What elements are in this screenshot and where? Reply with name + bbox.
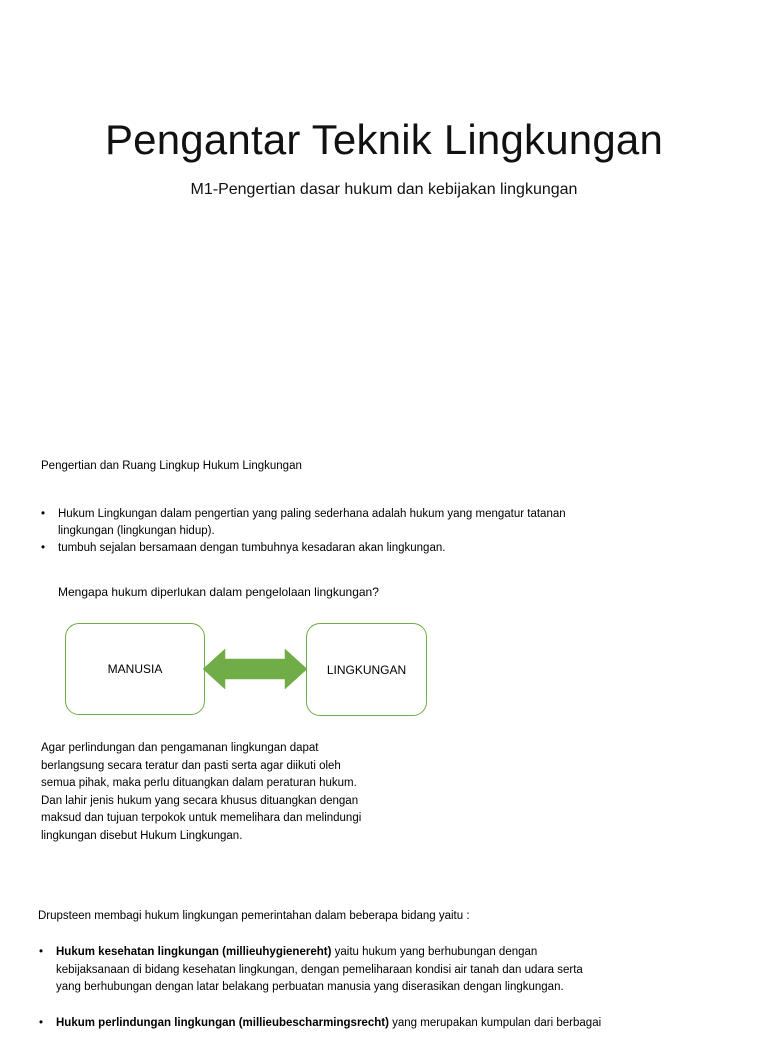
bullet-line: tumbuh sejalan bersamaan dengan tumbuhnya kesadaran akan lingkungan. xyxy=(58,542,446,554)
lingkungan-label: LINGKUNGAN xyxy=(326,662,407,677)
law-field-bullet-list xyxy=(38,944,738,1050)
paragraph-line: berlangsung secara teratur dan pasti serta agar diikuti oleh xyxy=(41,759,341,772)
manusia-box xyxy=(65,623,205,715)
paragraph-line: Dan lahir jenis hukum yang secara khusus dituangkan dengan xyxy=(41,794,359,807)
bullet-line: kebijaksanaan di bidang kesehatan lingkungan, dengan pemeliharaan kondisi air tanah dan udara serta xyxy=(56,963,583,976)
bullet-glyph: • xyxy=(39,946,44,958)
definition-bullet-list xyxy=(40,506,680,557)
lingkungan-box xyxy=(306,623,427,716)
law-term: Hukum perlindungan lingkungan (millieubescharmingsrecht) xyxy=(56,1016,389,1029)
law-term-rest: yang merupakan kumpulan dari berbagai xyxy=(388,1016,602,1029)
list-item xyxy=(38,944,738,997)
law-term: Hukum kesehatan lingkungan (millieuhygienereht) xyxy=(56,946,332,958)
bullet-line: lingkungan (lingkungan hidup). xyxy=(58,525,215,537)
page-subtitle: M1-Pengertian dasar hukum dan kebijakan lingkungan xyxy=(190,181,578,198)
drupsteen-intro: Drupsteen membagi hukum lingkungan pemerintahan dalam beberapa bidang yaitu : xyxy=(38,910,470,922)
manusia-label: MANUSIA xyxy=(107,662,163,676)
bullet-glyph: • xyxy=(41,542,46,554)
list-item xyxy=(40,540,680,557)
bullet-glyph: • xyxy=(39,1016,44,1029)
section-heading: Pengertian dan Ruang Lingkup Hukum Lingkungan xyxy=(41,460,302,472)
list-item xyxy=(40,506,680,540)
bullet-line xyxy=(56,1015,738,1033)
bullet-line: yang berhubungan dengan latar belakang perbuatan manusia yang diserasikan dengan lingkungan. xyxy=(56,981,564,993)
bullet-glyph: • xyxy=(41,508,46,520)
paragraph-line: lingkungan disebut Hukum Lingkungan. xyxy=(41,829,243,842)
bullet-line xyxy=(56,944,738,962)
double-arrow-shape xyxy=(203,649,307,689)
paragraph-line: Agar perlindungan dan pengamanan lingkungan dapat xyxy=(41,742,319,754)
list-item xyxy=(38,1015,738,1033)
law-term-rest: yaitu hukum yang berhubungan dengan xyxy=(331,946,538,958)
double-arrow-icon xyxy=(203,647,307,691)
paragraph-line: maksud dan tujuan terpokok untuk memelihara dan melindungi xyxy=(41,812,362,824)
bullet-line: Hukum Lingkungan dalam pengertian yang paling sederhana adalah hukum yang mengatur tatanan xyxy=(58,508,566,520)
paragraph-line: semua pihak, maka perlu dituangkan dalam peraturan hukum. xyxy=(41,777,357,789)
question-heading: Mengapa hukum diperlukan dalam pengelolaan lingkungan? xyxy=(58,585,379,599)
page-title: Pengantar Teknik Lingkungan xyxy=(104,116,664,163)
explanation-paragraph xyxy=(41,740,431,845)
